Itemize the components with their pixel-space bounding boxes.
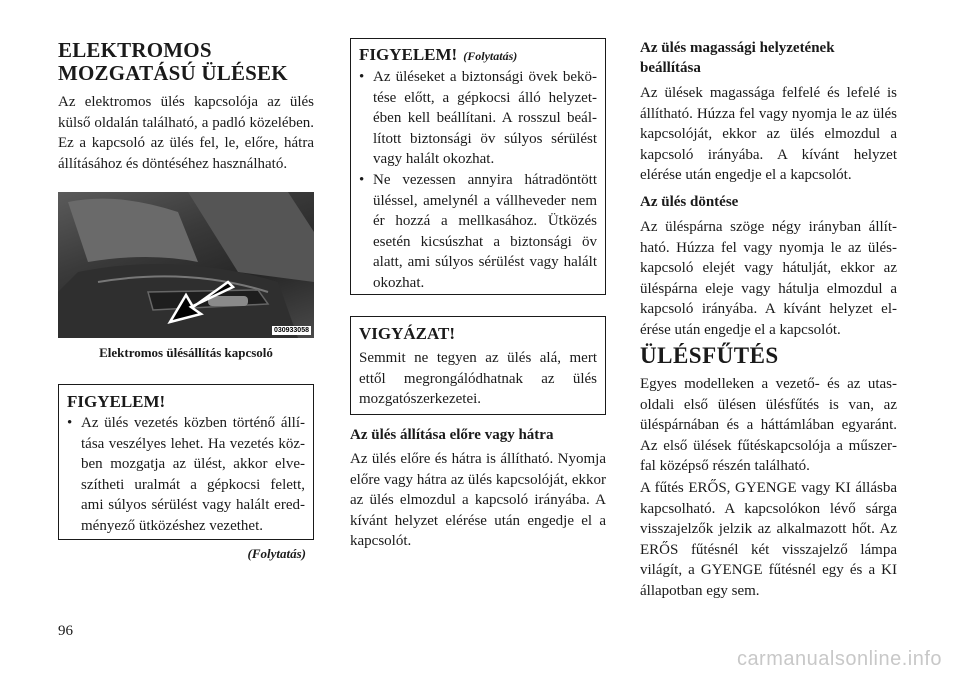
warning-list xyxy=(67,413,305,537)
section-title-line2: MOZGATÁSÚ ÜLÉSEK xyxy=(58,61,288,85)
watermark: carmanualsonline.info xyxy=(736,648,942,670)
caution-text: Semmit ne tegyen az ülés alá, mert ettől megrongálódhatnak az ülés mozgatószerkezetei. xyxy=(359,350,597,408)
subheading-tilt: Az ülés döntése xyxy=(640,194,739,210)
seat-switch-photo xyxy=(58,192,314,338)
warning-continued-item: • Az üléseket a biztonsági övek bekötése előtt, a gépkocsi álló helyzetében kell beállítani. A rosszul beállított biztonsági öv súlyos sérülést vagy halált okozhat. xyxy=(359,69,597,168)
warning-continued-item: • Ne vezessen annyira hátradöntött üléssel, amelynél a vállheveder nem ér hozzá a mellkasához. Ütközés esetén kicsúszhat a biztonsági öv alatt, ami súlyos sérülést vagy halált okozhat. xyxy=(359,171,597,291)
heated-seats-title: ÜLÉSFŰTÉS xyxy=(640,343,779,368)
caution-title: VIGYÁZAT! xyxy=(359,324,456,343)
height-paragraph: Az ülések magassága felfelé és lefelé is állítható. Húzza fel vagy nyomja le az ülés kapcsolóját, ekkor az ülés elmozdul a kapcsoló irányába. A kívánt helyzet elérése után engedje el a kapcsolót. xyxy=(640,85,897,184)
subheading-height: Az ülés magassági helyzetének beállítása xyxy=(640,40,835,76)
tilt-paragraph: Az üléspárna szöge négy irányban állítható. Húzza fel vagy nyomja le az üléskapcsoló elejét vagy hátulját, ekkor az üléspárna eleje vagy hátulja elmozdul a kapcsoló irányába. A kívánt helyzet elérése után engedje el a kapcsolót. xyxy=(640,219,897,338)
heat-levels-paragraph: A fűtés ERŐS, GYENGE vagy KI állásba kapcsolható. A kapcsolókon lévő sárga visszajelzők jelzik az alkalmazott hőt. Az ERŐS fűtésnél két visszajelző lámpa világít, a GYENGE fűtésnél egy és a KI állapotban egy sem. xyxy=(640,480,897,599)
seat-illustration xyxy=(58,192,314,338)
subheading-fore-aft: Az ülés állítása előre vagy hátra xyxy=(350,427,554,443)
warning-box xyxy=(58,384,314,540)
warning-continued-box xyxy=(350,38,606,295)
warning-continued-note: (Folytatás) xyxy=(463,49,518,63)
warning-item: • Az ülés vezetés közben történő állítása veszélyes lehet. Ha vezetés közben mozgatja az ülést, akkor elveszítheti uralmát a gépkocsi felett, ami súlyos sérülést vagy halált eredményező ütközéshez vezethet. xyxy=(67,415,305,534)
warning-continued-title: FIGYELEM! (Folytatás) xyxy=(359,45,518,64)
warning-title: FIGYELEM! xyxy=(67,392,166,411)
image-caption: Elektromos ülésállítás kapcsoló xyxy=(99,345,273,360)
page-number: 96 xyxy=(58,623,73,639)
warning-continued-list xyxy=(359,67,597,294)
continued-label: (Folytatás) xyxy=(247,546,306,561)
intro-paragraph: Az elektromos ülés kapcsolója az ülés külső oldalán található, a padló közelében. Ez a kapcsoló az ülés fel, le, előre, hátra állításához és döntéséhez használható. xyxy=(58,94,314,172)
caution-box xyxy=(350,316,606,415)
heated-seats-paragraph: Egyes modelleken a vezető- és az utasoldali első ülésen ülésfűtés is van, az üléspárnában és a háttámlában egyaránt. Az első ülések fűtéskapcsolója a műszerfal középső részén található. xyxy=(640,376,897,475)
section-title-line1: ELEKTROMOS xyxy=(58,38,212,62)
image-code: 030933058 xyxy=(273,327,309,334)
fore-aft-paragraph: Az ülés előre és hátra is állítható. Nyomja előre vagy hátra az ülés kapcsolóját, ekkor az ülés elmozdul a kapcsoló irányába. A kívánt helyzet elérése után engedje el a kapcsolót. xyxy=(350,451,606,550)
